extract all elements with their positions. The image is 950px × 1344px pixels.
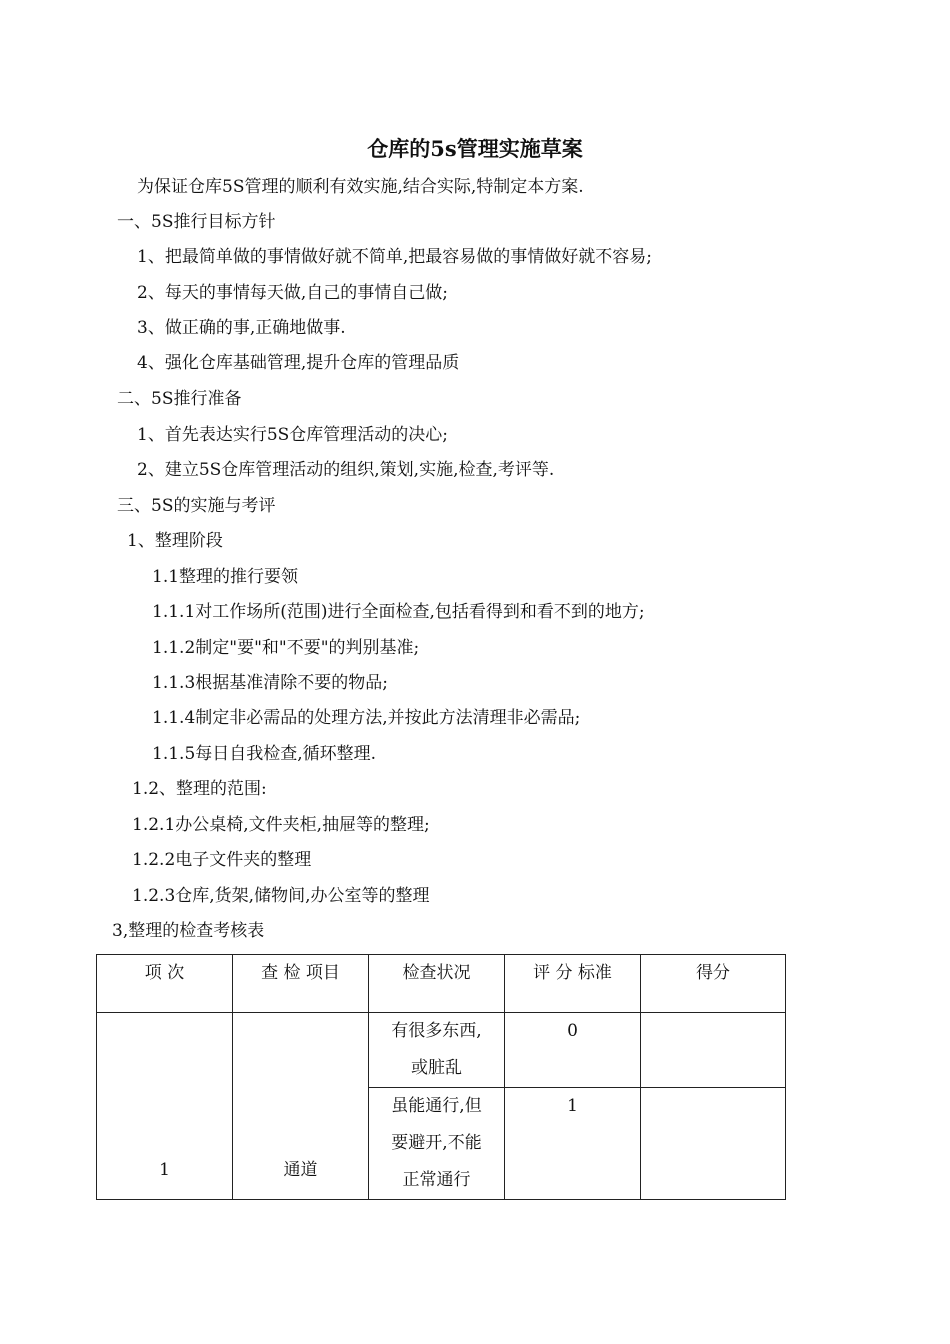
list-item: 3、做正确的事,正确地做事. — [137, 318, 346, 338]
document-title: 仓库的5s管理实施草案 — [367, 136, 583, 161]
condition-text: 虽能通行,但 — [391, 1096, 482, 1116]
condition-text: 或脏乱 — [411, 1058, 462, 1078]
list-item: 1.1.3根据基准清除不要的物品; — [152, 673, 388, 693]
item-name-cell: 通道 — [233, 1013, 369, 1200]
section-heading-3: 三、5S的实施与考评 — [117, 496, 276, 516]
list-item: 1.2.1办公桌椅,文件夹柜,抽屉等的整理; — [132, 815, 430, 835]
score-standard-cell: 1 — [505, 1088, 641, 1200]
score-cell — [641, 1088, 786, 1200]
condition-cell — [369, 1013, 505, 1088]
list-item: 1、把最简单做的事情做好就不简单,把最容易做的事情做好就不容易; — [137, 247, 652, 267]
list-item: 1.2、整理的范围: — [132, 779, 267, 799]
condition-text: 正常通行 — [402, 1170, 471, 1190]
header-check-item: 查 检 项目 — [233, 955, 369, 1013]
item-no-cell: 1 — [97, 1013, 233, 1200]
list-item: 1.1.4制定非必需品的处理方法,并按此方法清理非必需品; — [152, 708, 581, 728]
list-item: 2、建立5S仓库管理活动的组织,策划,实施,检查,考评等. — [137, 460, 555, 480]
condition-cell — [369, 1088, 505, 1200]
table-row — [97, 1013, 786, 1088]
score-cell — [641, 1013, 786, 1088]
list-item: 1.2.2电子文件夹的整理 — [132, 850, 312, 870]
inspection-score-table — [96, 954, 786, 1200]
list-item: 1.1.2制定"要"和"不要"的判别基准; — [152, 638, 420, 658]
table-caption: 3,整理的检查考核表 — [112, 921, 265, 941]
table-header-row — [97, 955, 786, 1013]
header-score: 得分 — [641, 955, 786, 1013]
header-check-condition: 检查状况 — [369, 955, 505, 1013]
list-item: 1.1整理的推行要领 — [152, 567, 299, 587]
list-item: 2、每天的事情每天做,自己的事情自己做; — [137, 283, 448, 303]
list-item: 1.2.3仓库,货架,储物间,办公室等的整理 — [132, 886, 430, 906]
intro-paragraph: 为保证仓库5S管理的顺利有效实施,结合实际,特制定本方案. — [137, 177, 584, 197]
condition-text: 要避开,不能 — [391, 1133, 482, 1153]
header-score-standard: 评 分 标准 — [505, 955, 641, 1013]
condition-text: 有很多东西, — [391, 1021, 482, 1041]
section-heading-2: 二、5S推行准备 — [117, 389, 242, 409]
score-standard-cell: 0 — [505, 1013, 641, 1088]
list-item: 1.1.1对工作场所(范围)进行全面检查,包括看得到和看不到的地方; — [152, 602, 645, 622]
subsection-heading: 1、整理阶段 — [127, 531, 223, 551]
list-item: 4、强化仓库基础管理,提升仓库的管理品质 — [137, 353, 460, 373]
list-item: 1、首先表达实行5S仓库管理活动的决心; — [137, 425, 449, 445]
list-item: 1.1.5每日自我检查,循环整理. — [152, 744, 377, 764]
header-item-no: 项 次 — [97, 955, 233, 1013]
section-heading-1: 一、5S推行目标方针 — [117, 212, 276, 232]
